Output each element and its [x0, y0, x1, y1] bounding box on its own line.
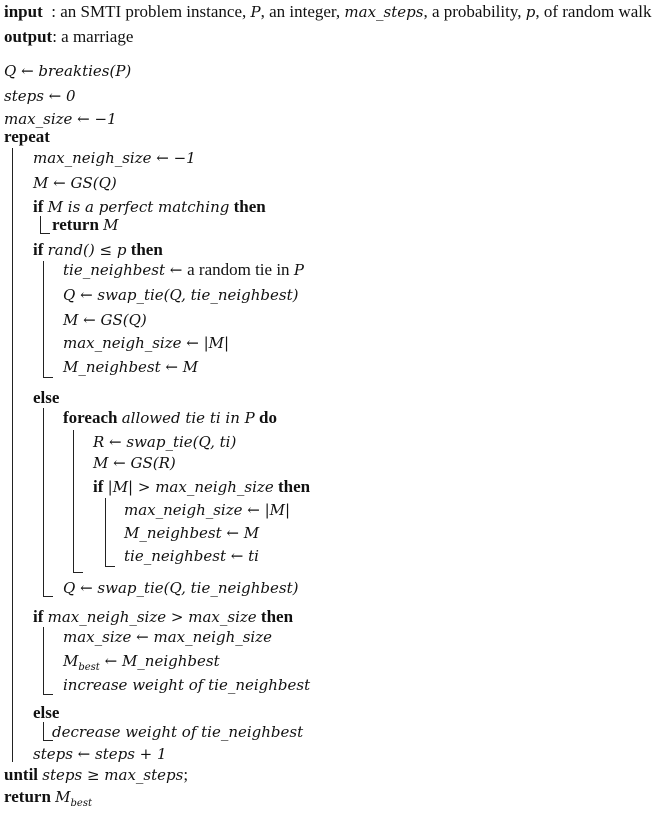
math-expression: tie_neighbest ← [63, 261, 188, 279]
pseudocode-line [63, 333, 229, 353]
pseudocode-line [4, 27, 133, 47]
keyword: return [4, 787, 56, 806]
keyword: if [33, 240, 48, 259]
pseudocode-line [63, 675, 310, 695]
math-expression: M [103, 216, 119, 234]
math-expression: |M| > max_neigh_size [107, 478, 274, 496]
math-expression: tie_neighbest ← ti [124, 547, 259, 565]
pseudocode-line [33, 197, 266, 217]
block-scope-line [73, 430, 83, 573]
math-expression: increase weight of tie_neighbest [63, 676, 311, 694]
pseudocode-line [33, 148, 196, 168]
keyword: then [229, 197, 266, 216]
block-scope-line [43, 627, 53, 695]
pseudocode-line [4, 765, 188, 785]
pseudocode-line [33, 744, 167, 764]
pseudocode-line [93, 477, 310, 497]
math-expression: ← M_neighbest [99, 652, 220, 670]
math-expression: max_size ← max_neigh_size [63, 628, 273, 646]
pseudocode-line [63, 651, 220, 678]
math-expression: max_neigh_size ← |M| [124, 501, 291, 519]
pseudocode-line [93, 432, 236, 452]
pseudocode-line [63, 285, 298, 305]
pseudocode-line [4, 61, 131, 81]
pseudocode-line [33, 240, 163, 260]
pseudocode-line [52, 215, 119, 235]
math-expression: max_steps [344, 3, 424, 21]
pseudocode-line [63, 578, 298, 598]
keyword: foreach [63, 408, 122, 427]
math-expression: Q ← breakties(P) [4, 62, 132, 80]
pseudocode-line [63, 310, 147, 330]
math-expression: max_neigh_size ← |M| [63, 334, 230, 352]
keyword: if [33, 607, 48, 626]
block-scope-line [12, 148, 13, 762]
keyword: return [52, 215, 104, 234]
math-expression: steps ← 0 [4, 87, 76, 105]
keyword: do [254, 408, 277, 427]
math-expression: steps ≥ max_steps [42, 766, 184, 784]
math-expression: M [63, 652, 79, 670]
math-expression: Q ← swap_tie(Q, tie_neighbest) [63, 579, 299, 597]
math-expression: max_neigh_size > max_size [47, 608, 257, 626]
pseudocode-line [63, 260, 304, 280]
text: : an SMTI problem instance, [42, 2, 251, 21]
block-scope-line [43, 408, 53, 597]
pseudocode-line [124, 546, 259, 566]
keyword: else [33, 703, 60, 722]
math-expression: allowed tie ti in P [121, 409, 255, 427]
pseudocode-line [33, 703, 59, 723]
pseudocode-line [63, 408, 277, 428]
pseudocode-line [63, 627, 272, 647]
math-expression: R ← swap_tie(Q, ti) [93, 433, 237, 451]
math-expression: M is a perfect matching [47, 198, 230, 216]
pseudocode-line [124, 523, 259, 543]
block-scope-line [43, 261, 53, 378]
text: , a probability, [423, 2, 526, 21]
math-expression: max_neigh_size ← −1 [33, 149, 196, 167]
pseudocode-line [33, 388, 59, 408]
pseudocode-line [33, 607, 293, 627]
math-expression: M ← GS(Q) [33, 174, 117, 192]
text: , an integer, [260, 2, 345, 21]
block-scope-line [43, 722, 53, 741]
pseudocode-line [63, 357, 198, 377]
math-expression: M ← GS(R) [93, 454, 176, 472]
keyword: repeat [4, 127, 50, 146]
text: a random tie in [187, 260, 294, 279]
pseudocode-line [33, 173, 117, 193]
math-expression: best [70, 798, 92, 809]
pseudocode-line [4, 787, 92, 814]
pseudocode-line [4, 86, 76, 106]
keyword: if [93, 477, 108, 496]
math-expression: P [293, 261, 304, 279]
math-expression: decrease weight of tie_neighbest [52, 723, 304, 741]
pseudocode-line [93, 453, 176, 473]
pseudocode-line [4, 109, 117, 129]
pseudocode-line [4, 127, 50, 147]
keyword: output [4, 27, 53, 46]
pseudocode-line [124, 500, 290, 520]
pseudocode-line [4, 2, 652, 22]
keyword: then [126, 240, 163, 259]
pseudocode-line [52, 722, 303, 742]
block-scope-line [105, 498, 115, 567]
text: : a marriage [52, 27, 134, 46]
math-expression: Q ← swap_tie(Q, tie_neighbest) [63, 286, 299, 304]
keyword: if [33, 197, 48, 216]
math-expression: p [525, 3, 536, 21]
keyword: until [4, 765, 43, 784]
keyword: else [33, 388, 60, 407]
text: , of random walk [535, 2, 652, 21]
keyword: input [4, 2, 43, 21]
math-expression: steps ← steps + 1 [33, 745, 167, 763]
math-expression: max_size ← −1 [4, 110, 117, 128]
math-expression: P [250, 3, 261, 21]
math-expression: M [55, 788, 71, 806]
math-expression: M_neighbest ← M [63, 358, 199, 376]
math-expression: M ← GS(Q) [63, 311, 147, 329]
block-scope-line [40, 216, 50, 234]
text: ; [183, 765, 189, 784]
keyword: then [273, 477, 311, 496]
math-expression: best [78, 662, 100, 673]
keyword: then [256, 607, 294, 626]
math-expression: M_neighbest ← M [124, 524, 260, 542]
math-expression: rand() ≤ p [47, 241, 127, 259]
